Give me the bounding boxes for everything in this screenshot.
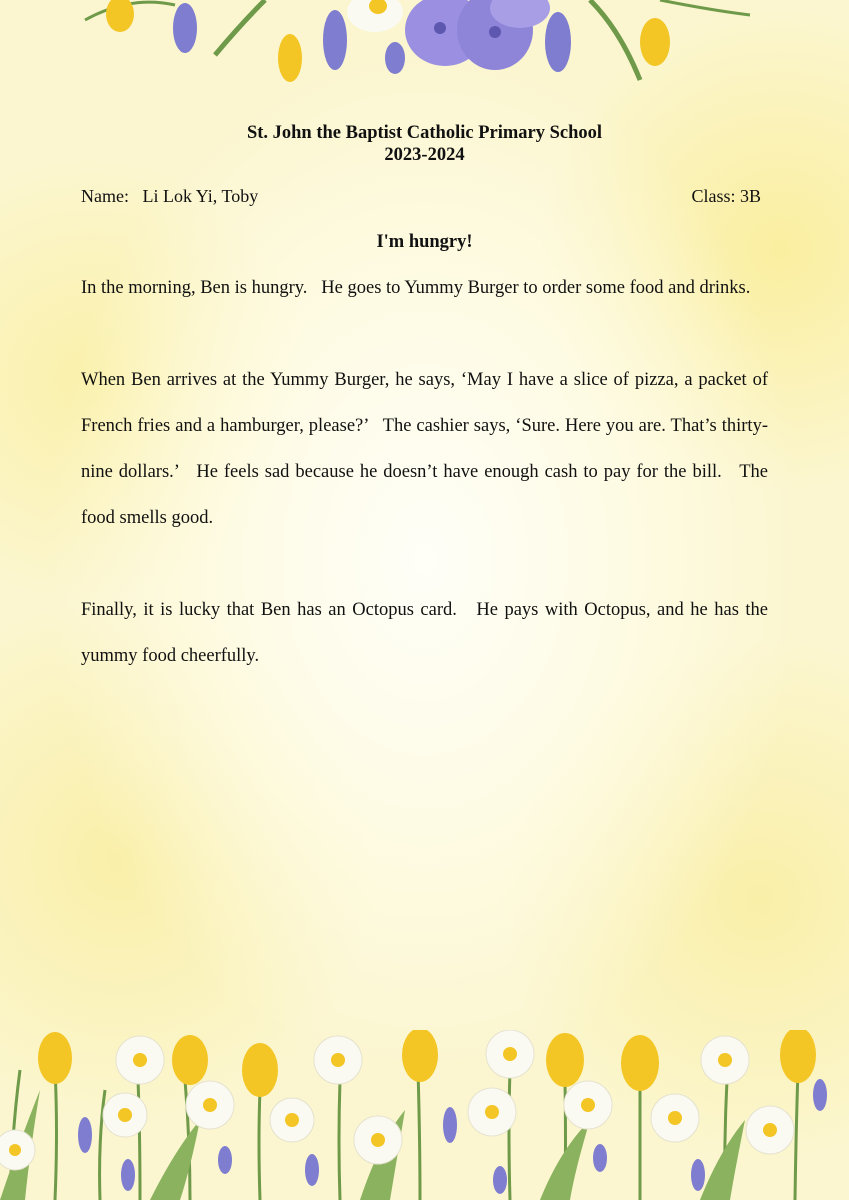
daffodil-center xyxy=(203,1098,217,1112)
tulip xyxy=(402,1030,438,1082)
bottom-floral-border xyxy=(0,1030,849,1200)
stem xyxy=(259,1090,260,1200)
grape-hyacinth xyxy=(173,3,197,53)
stem xyxy=(418,1070,420,1200)
essay-paragraph: When Ben arrives at the Yummy Burger, he says, ‘May I have a slice of pizza, a packet of French fries and a hamburger, please?’ The cashier says, ‘Sure. Here you are. That’s thirty-nine dollars.’ He feels sad because he doesn’t have enough cash to pay for the bill. The food smells good. xyxy=(81,370,773,528)
daffodil-center xyxy=(581,1098,595,1112)
leaf xyxy=(150,1120,200,1200)
daffodil-center xyxy=(763,1123,777,1137)
flower-center xyxy=(434,22,446,34)
stem xyxy=(339,1080,340,1200)
daffodil-center xyxy=(718,1053,732,1067)
tulip xyxy=(546,1033,584,1087)
student-name: Name: Li Lok Yi, Toby xyxy=(81,186,259,206)
grape-hyacinth xyxy=(545,12,571,72)
essay-title: I'm hungry! xyxy=(376,232,473,252)
tulip-bud xyxy=(106,0,134,32)
top-floral-border xyxy=(0,0,849,90)
grape-hyacinth xyxy=(593,1144,607,1172)
tulip-bud xyxy=(640,18,670,66)
essay-paragraph: Finally, it is lucky that Ben has an Octopus card. He pays with Octopus, and he has the yummy food cheerfully. xyxy=(81,600,773,666)
daffodil-center xyxy=(371,1133,385,1147)
daffodil-center xyxy=(668,1111,682,1125)
grape-hyacinth xyxy=(385,42,405,74)
stem xyxy=(55,1070,57,1200)
school-year: 2023-2024 xyxy=(384,145,465,165)
leaf xyxy=(660,0,750,15)
tulip xyxy=(621,1035,659,1091)
grape-hyacinth xyxy=(323,10,347,70)
grape-hyacinth xyxy=(305,1154,319,1186)
daffodil-center xyxy=(285,1113,299,1127)
tulip xyxy=(780,1030,816,1083)
stem xyxy=(795,1070,798,1200)
leaf xyxy=(215,0,265,55)
essay-paragraph: In the morning, Ben is hungry. He goes to Yummy Burger to order some food and drinks. xyxy=(81,278,751,298)
leaf xyxy=(590,0,640,80)
daffodil-center xyxy=(485,1105,499,1119)
tulip-bud xyxy=(278,34,302,82)
tulip xyxy=(172,1035,208,1085)
daffodil-center xyxy=(503,1047,517,1061)
school-header xyxy=(0,122,849,166)
grape-hyacinth xyxy=(443,1107,457,1143)
grape-hyacinth xyxy=(78,1117,92,1153)
daffodil-center xyxy=(133,1053,147,1067)
grape-hyacinth xyxy=(691,1159,705,1191)
school-name: St. John the Baptist Catholic Primary School xyxy=(246,123,603,143)
essay-body xyxy=(81,265,773,679)
grape-hyacinth xyxy=(493,1166,507,1194)
flower-center xyxy=(489,26,501,38)
tulip xyxy=(38,1032,72,1084)
student-class: Class: 3B xyxy=(691,186,761,206)
daffodil-center xyxy=(118,1108,132,1122)
stem xyxy=(509,1070,510,1200)
grape-hyacinth xyxy=(121,1159,135,1191)
tulip xyxy=(242,1043,278,1097)
daffodil-center xyxy=(9,1144,21,1156)
grape-hyacinth xyxy=(218,1146,232,1174)
leaf xyxy=(700,1120,745,1200)
daffodil-center xyxy=(331,1053,345,1067)
grape-hyacinth xyxy=(813,1079,827,1111)
